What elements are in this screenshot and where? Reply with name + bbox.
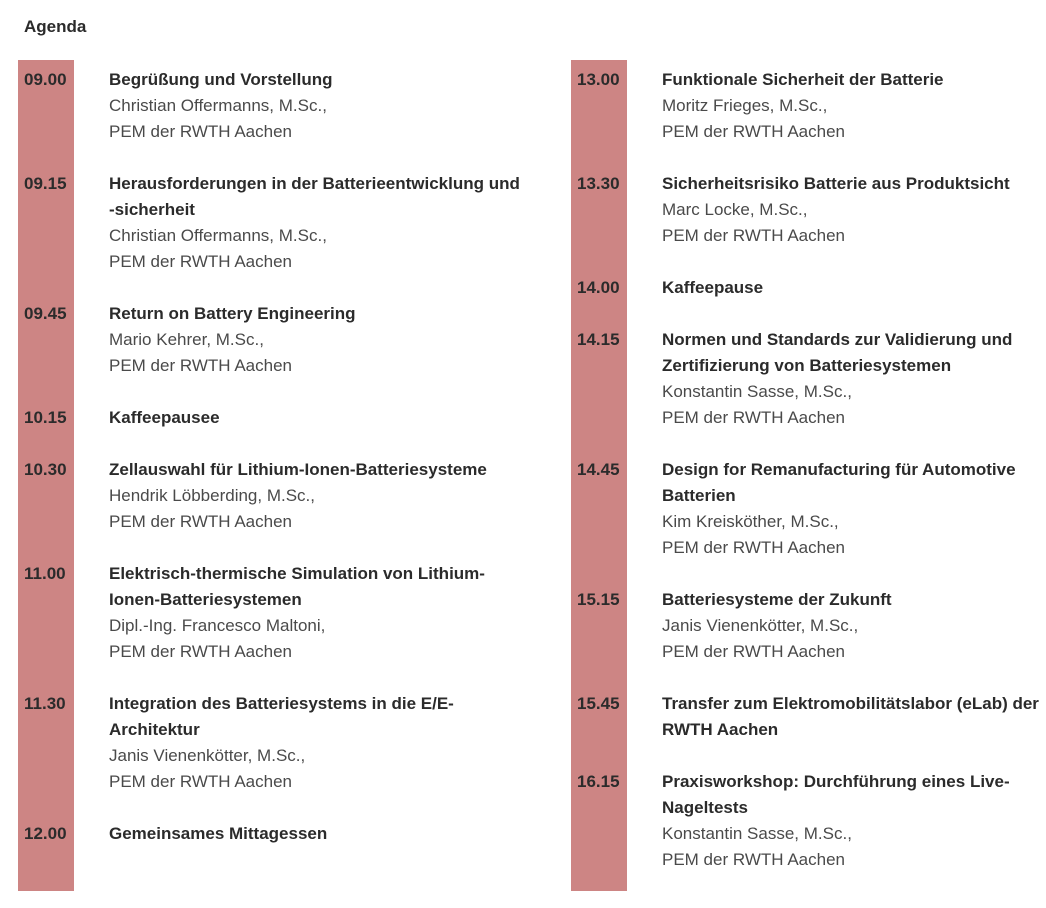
item-affiliation: PEM der RWTH Aachen — [662, 642, 845, 661]
item-time: 13.00 — [577, 70, 620, 89]
item-title: Design for Remanufacturing für Automotive Batterien — [662, 460, 1016, 505]
item-title: Elektrisch-thermische Simulation von Lithium-Ionen-Batteriesystemen — [109, 564, 485, 609]
item-title: Kaffeepause — [662, 278, 764, 297]
item-speaker: Janis Vienenkötter, M.Sc., — [662, 616, 859, 635]
item-time: 14.45 — [577, 460, 620, 479]
item-speaker: Janis Vienenkötter, M.Sc., — [109, 746, 306, 765]
item-speaker: Konstantin Sasse, M.Sc., — [662, 382, 852, 401]
item-time: 10.15 — [24, 408, 67, 427]
agenda-heading: Agenda — [24, 17, 87, 36]
item-title: Integration des Batteriesystems in die E/E-Architektur — [109, 694, 454, 739]
item-time: 13.30 — [577, 174, 620, 193]
item-title: Normen und Standards zur Validierung und Zertifizierung von Batteriesystemen — [662, 330, 1013, 375]
item-affiliation: PEM der RWTH Aachen — [109, 122, 292, 141]
item-affiliation: PEM der RWTH Aachen — [109, 252, 292, 271]
item-time: 09.00 — [24, 70, 67, 89]
item-affiliation: PEM der RWTH Aachen — [662, 538, 845, 557]
item-title: Kaffeepausee — [109, 408, 220, 427]
item-title: Funktionale Sicherheit der Batterie — [662, 70, 944, 89]
agenda-column-morning — [18, 60, 528, 891]
item-title: Transfer zum Elektromobilitätslabor (eLab) der RWTH Aachen — [662, 694, 1039, 739]
item-affiliation: PEM der RWTH Aachen — [109, 356, 292, 375]
item-title: Return on Battery Engineering — [109, 304, 356, 323]
item-time: 15.45 — [577, 694, 620, 713]
item-speaker: Konstantin Sasse, M.Sc., — [662, 824, 852, 843]
item-time: 11.00 — [24, 564, 66, 583]
item-affiliation: PEM der RWTH Aachen — [662, 408, 845, 427]
item-affiliation: PEM der RWTH Aachen — [662, 226, 845, 245]
item-time: 09.45 — [24, 304, 67, 323]
item-time: 09.15 — [24, 174, 67, 193]
item-title: Begrüßung und Vorstellung — [109, 70, 333, 89]
item-title: Gemeinsames Mittagessen — [109, 824, 328, 843]
item-title: Sicherheitsrisiko Batterie aus Produktsicht — [662, 174, 1010, 193]
item-title: Batteriesysteme der Zukunft — [662, 590, 892, 609]
item-time: 12.00 — [24, 824, 67, 843]
item-time: 11.30 — [24, 694, 66, 713]
item-time: 14.15 — [577, 330, 620, 349]
item-speaker: Hendrik Löbberding, M.Sc., — [109, 486, 315, 505]
item-speaker: Mario Kehrer, M.Sc., — [109, 330, 264, 349]
item-speaker: Christian Offermanns, M.Sc., — [109, 226, 327, 245]
item-speaker: Dipl.-Ing. Francesco Maltoni, — [109, 616, 326, 635]
item-title: Herausforderungen in der Batterieentwicklung und -sicherheit — [109, 174, 520, 219]
item-affiliation: PEM der RWTH Aachen — [109, 772, 292, 791]
item-affiliation: PEM der RWTH Aachen — [662, 122, 845, 141]
item-affiliation: PEM der RWTH Aachen — [662, 850, 845, 869]
item-speaker: Moritz Frieges, M.Sc., — [662, 96, 828, 115]
item-time: 15.15 — [577, 590, 620, 609]
item-title: Praxisworkshop: Durchführung eines Live-Nageltests — [662, 772, 1010, 817]
agenda-column-afternoon — [571, 60, 1046, 891]
item-time: 10.30 — [24, 460, 67, 479]
item-speaker: Kim Kreisköther, M.Sc., — [662, 512, 839, 531]
item-speaker: Christian Offermanns, M.Sc., — [109, 96, 327, 115]
item-title: Zellauswahl für Lithium-Ionen-Batteriesysteme — [109, 460, 487, 479]
item-time: 14.00 — [577, 278, 620, 297]
item-affiliation: PEM der RWTH Aachen — [109, 642, 292, 661]
item-affiliation: PEM der RWTH Aachen — [109, 512, 292, 531]
item-time: 16.15 — [577, 772, 620, 791]
item-speaker: Marc Locke, M.Sc., — [662, 200, 808, 219]
